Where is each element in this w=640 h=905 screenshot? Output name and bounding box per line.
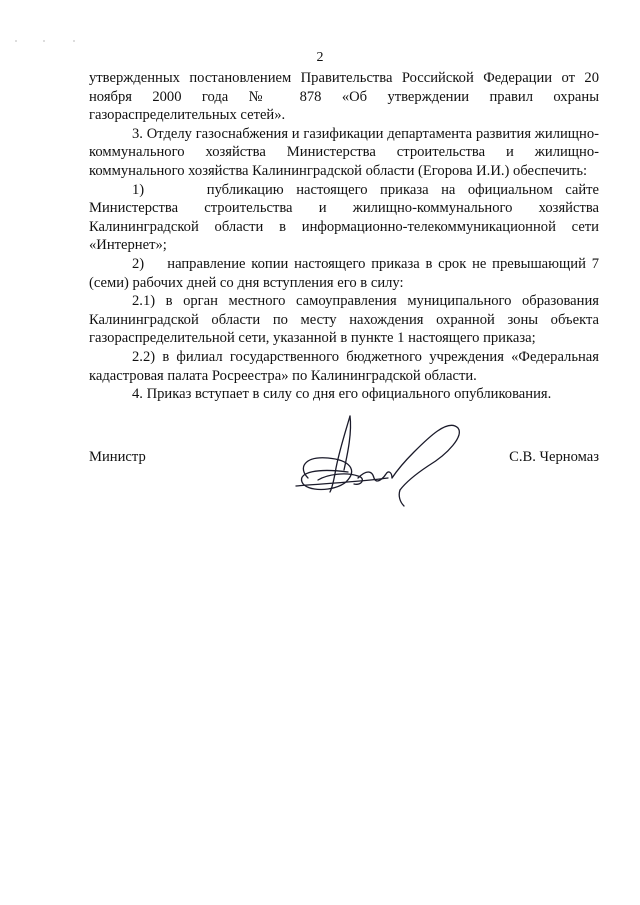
signatory-name: С.В. Черномаз	[509, 449, 599, 465]
paragraph-item-4: 4. Приказ вступает в силу со дня его официального опубликования.	[132, 386, 552, 403]
document-body	[89, 69, 599, 404]
paragraph-subitem-1: 1) публикацию настоящего приказа на официальном сайте Министерства строительства и жилищно-коммунального хозяйства Калининградской области в информационно-телекоммуникационной сети «Интернет»;	[89, 181, 599, 254]
handwritten-signature	[288, 408, 468, 508]
paragraph-item-3: 3. Отделу газоснабжения и газификации департамента развития жилищно-коммунального хозяйства Министерства строительства и жилищно-коммунального хозяйства Калининградской области (Егорова И.И.) обеспечить:	[89, 125, 599, 179]
signatory-title: Министр	[89, 449, 146, 465]
paragraph-subitem-2-2: 2.2) в филиал государственного бюджетного учреждения «Федеральная кадастровая палата Росреестра» по Калининградской области.	[89, 348, 599, 384]
paragraph-subitem-2: 2) направление копии настоящего приказа в срок не превышающий 7 (семи) рабочих дней со дня вступления его в силу:	[89, 255, 599, 291]
paragraph-subitem-2-1: 2.1) в орган местного самоуправления муниципального образования Калининградской области по месту нахождения охранной зоны объекта газораспределительной сети, указанной в пункте 1 настоящего приказа;	[89, 293, 599, 347]
page-number: 2	[316, 50, 324, 65]
paragraph-intro-continuation: утвержденных постановлением Правительства Российской Федерации от 20 ноября 2000 года № 878 «Об утверждении правил охраны газораспределительных сетей».	[89, 70, 599, 124]
scan-artifact-dots	[14, 36, 84, 46]
